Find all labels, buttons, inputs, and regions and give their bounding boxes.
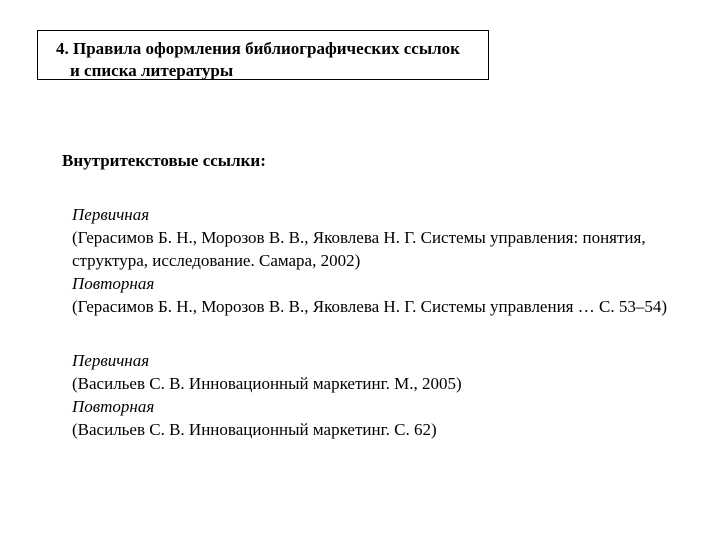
in-text-references-heading: Внутритекстовые ссылки: bbox=[62, 151, 266, 170]
repeat-reference-text: (Васильев С. В. Инновационный маркетинг. С. 62) bbox=[72, 420, 437, 439]
section-number: 4. bbox=[56, 39, 69, 58]
reference-example-group bbox=[72, 203, 672, 318]
primary-reference-text: (Васильев С. В. Инновационный маркетинг. М., 2005) bbox=[72, 374, 462, 393]
repeat-reference-text: (Герасимов Б. Н., Морозов В. В., Яковлева Н. Г. Системы управления … С. 53–54) bbox=[72, 297, 667, 316]
repeat-reference-label: Повторная bbox=[72, 397, 155, 416]
section-title-box bbox=[37, 30, 489, 80]
primary-reference-label: Первичная bbox=[72, 205, 150, 224]
section-title-line-2: и списка литературы bbox=[70, 61, 234, 80]
section-title-line-1: Правила оформления библиографических ссылок bbox=[73, 39, 460, 58]
repeat-reference-label: Повторная bbox=[72, 274, 155, 293]
primary-reference-label: Первичная bbox=[72, 351, 150, 370]
primary-reference-text: (Герасимов Б. Н., Морозов В. В., Яковлева Н. Г. Системы управления: понятия, структура, исследование. Самара, 2002) bbox=[72, 228, 646, 270]
reference-example-group bbox=[72, 349, 672, 441]
